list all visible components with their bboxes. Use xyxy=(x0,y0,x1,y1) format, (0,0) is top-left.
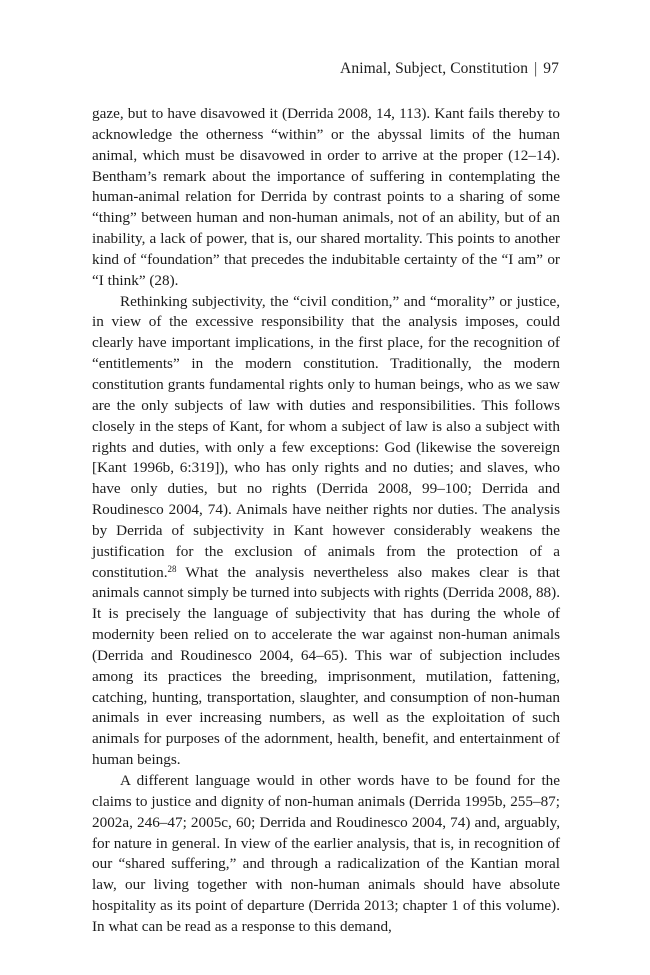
page-number: 97 xyxy=(543,60,559,77)
paragraph-2 xyxy=(92,292,560,771)
running-head-title: Animal, Subject, Constitution xyxy=(340,60,529,77)
footnote-reference: 28 xyxy=(167,563,177,574)
paragraph-3: A different language would in other words have to be found for the claims to justice and dignity of non-human animals (Derrida 1995b, 255–87; 2002a, 246–47; 2005c, 60; Derrida and Roudinesco 2004, 74) and, arguably, for nature in general. In view of the earlier analysis, that is, in recognition of our “shared suffering,” and through a radicalization of the Kantian moral law, our living together with non-human animals should have absolute hospitality as its point of departure (Derrida 2013; chapter 1 of this volume). In what can be read as a response to this demand, xyxy=(92,772,560,935)
running-head xyxy=(340,60,559,78)
paragraph-2-text-a: Rethinking subjectivity, the “civil condition,” and “morality” or justice, in view of the excessive responsibility that the analysis imposes, could clearly have important implications, in the first place, for the recognition of “entitlements” in the modern constitution. Traditionally, the modern constitution grants fundamental rights only to human beings, who as we saw are the only subjects of law with duties and responsibilities. This follows closely in the steps of Kant, for whom a subject of law is also a subject with rights and duties, with only a few exceptions: God (likewise the sovereign [Kant 1996b, 6:319]), who has only rights and no duties; and slaves, who have only duties, but no rights (Derrida 2008, 99–100; Derrida and Roudinesco 2004, 74). Animals have neither rights nor duties. The analysis by Derrida of subjectivity in Kant however considerably weakens the justification for the exclusion of animals from the protection of a constitution. xyxy=(92,292,560,581)
body-text xyxy=(92,104,560,938)
paragraph-1: gaze, but to have disavowed it (Derrida 2008, 14, 113). Kant fails thereby to acknowledge the otherness “within” or the abyssal limits of the human animal, which must be disavowed in order to arrive at the proper (12–14). Bentham’s remark about the importance of suffering in contemplating the human-animal relation for Derrida by contrast points to a sharing of some “thing” between human and non-human animals, not of an ability, but of an inability, a lack of power, that is, our shared mortality. This points to another kind of “foundation” that precedes the indubitable certainty of the “I am” or “I think” (28). xyxy=(92,105,560,289)
paragraph-2-text-b: What the analysis nevertheless also makes clear is that animals cannot simply be turned into subjects with rights (Derrida 2008, 88). It is precisely the language of subjectivity that has during the whole of modernity been relied on to accelerate the war against non-human animals (Derrida and Roudinesco 2004, 64–65). This war of subjection includes among its practices the breeding, imprisonment, mutilation, fattening, catching, hunting, transportation, slaughter, and consumption of non-human animals in ever increasing numbers, as well as the exploitation of such animals for purposes of the adornment, health, benefit, and entertainment of human beings. xyxy=(92,563,560,769)
running-head-separator: | xyxy=(534,60,538,77)
